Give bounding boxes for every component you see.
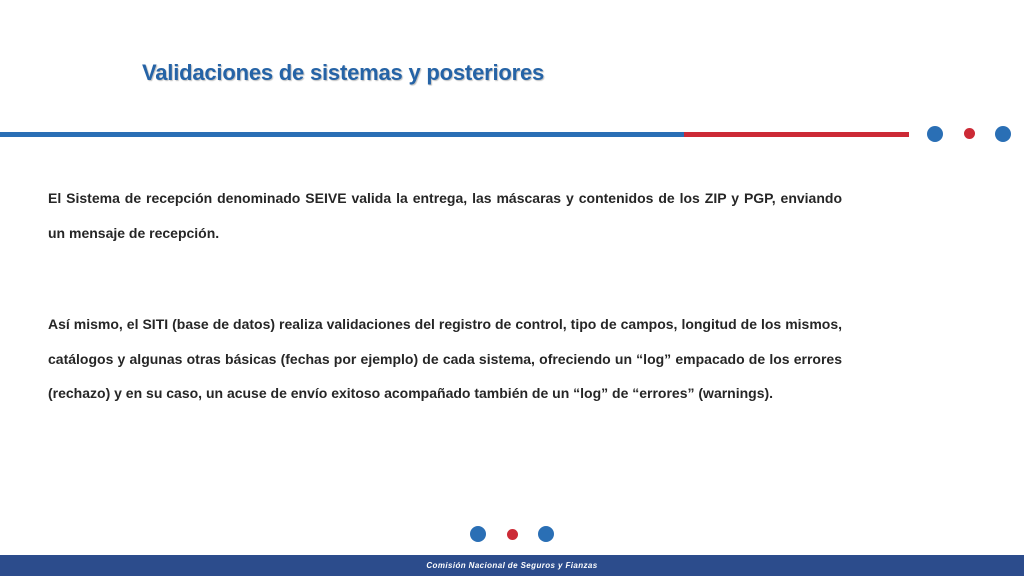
footer-dot-blue-left [470, 526, 486, 542]
footer-bar [0, 555, 1024, 576]
header-dot-blue-left [927, 126, 943, 142]
paragraph-seive: El Sistema de recepción denominado SEIVE valida la entrega, las máscaras y contenidos de los ZIP y PGP, enviando un mensaje de recepción. [48, 190, 842, 241]
footer-organization: Comisión Nacional de Seguros y Fianzas [426, 561, 598, 570]
header-rule-blue [0, 132, 684, 137]
header-rule-red [684, 132, 909, 137]
footer-dot-red [507, 529, 518, 540]
paragraph-siti: Así mismo, el SITI (base de datos) realiza validaciones del registro de control, tipo de campos, longitud de los mismos, catálogos y algunas otras básicas (fechas por ejemplo) de cada sistema, ofreciendo un “log” empacado de los errores (rechazo) y en su caso, un acuse de envío exitoso acompañado también de un “log” de “errores” (warnings). [48, 316, 842, 401]
header-dot-blue-right [995, 126, 1011, 142]
header-dot-red [964, 128, 975, 139]
slide-title: Validaciones de sistemas y posteriores [142, 60, 545, 85]
footer-dot-blue-right [538, 526, 554, 542]
